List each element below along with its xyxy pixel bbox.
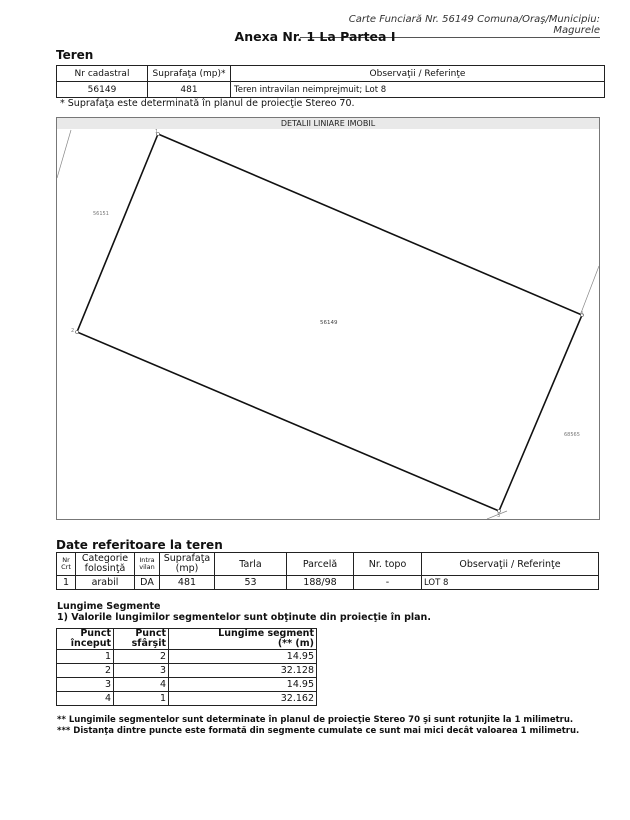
parcel-label: 56149 — [320, 320, 338, 326]
col-nr-crt-line2: Crt — [61, 563, 71, 571]
cell-start: 3 — [57, 678, 114, 692]
col-punct-inceput — [57, 629, 114, 650]
teren-table-header — [57, 66, 605, 82]
col-intravilan-line2: vilan — [139, 563, 155, 571]
cell-start: 4 — [57, 692, 114, 706]
footnote-distanta: *** Distanţa dintre puncte este formată din segmente cumulate ce sunt mai mici decât valoarea 1 milimetru. — [57, 726, 580, 736]
col-suprafata: Suprafaţa (mp)* — [148, 66, 231, 82]
carte-funciara-header: Carte Funciară Nr. 56149 Comuna/Oraş/Municipiu: Magurele — [300, 14, 600, 38]
cell-length: 14.95 — [169, 650, 317, 664]
cell-nr-crt: 1 — [57, 576, 76, 590]
neighbor-boundary-east — [581, 266, 599, 313]
col-suprafata — [160, 553, 215, 576]
col-suprafata-line1: Suprafaţa — [163, 553, 211, 564]
cell-end: 1 — [114, 692, 169, 706]
cell-length: 32.128 — [169, 664, 317, 678]
teren-section-title: Teren — [56, 48, 94, 62]
cell-start: 1 — [57, 650, 114, 664]
col-categorie-line1: Categorie — [81, 553, 129, 564]
col-observatii: Observaţii / Referinţe — [422, 553, 599, 576]
col-tarla: Tarla — [215, 553, 287, 576]
col-punct-sfarsit — [114, 629, 169, 650]
cell-end: 3 — [114, 664, 169, 678]
segmente-title: Lungime Segmente — [57, 601, 161, 612]
table-row — [57, 650, 317, 664]
date-teren-table — [56, 552, 599, 590]
vertex-label-4: 4 — [580, 311, 584, 317]
map-header: DETALII LINIARE IMOBIL — [57, 118, 599, 129]
date-teren-table-header — [57, 553, 599, 576]
cell-nr-topo: - — [354, 576, 422, 590]
vertex-label-3: 3 — [497, 513, 501, 519]
cell-observatii: Teren intravilan neimprejmuit; Lot 8 — [231, 82, 605, 98]
table-row — [57, 692, 317, 706]
cell-intravilan: DA — [135, 576, 160, 590]
teren-table — [56, 65, 605, 98]
col-lungime — [169, 629, 317, 650]
suprafata-note: * Suprafaţa este determinată în planul de proiecţie Stereo 70. — [60, 98, 355, 109]
segmente-table — [56, 628, 317, 706]
cell-tarla: 53 — [215, 576, 287, 590]
col-punct-inceput-line1: Punct — [80, 628, 111, 639]
segmente-table-header — [57, 629, 317, 650]
parcel-map — [56, 117, 600, 520]
col-nr-crt-line1: Nr — [62, 556, 70, 564]
cell-parcela: 188/98 — [287, 576, 354, 590]
col-suprafata-line2: (mp) — [175, 563, 199, 574]
col-categorie — [76, 553, 135, 576]
cell-end: 2 — [114, 650, 169, 664]
date-teren-section-title: Date referitoare la teren — [56, 538, 223, 552]
cell-end: 4 — [114, 678, 169, 692]
cell-suprafata: 481 — [148, 82, 231, 98]
parcel-plan-svg — [57, 118, 599, 519]
cell-start: 2 — [57, 664, 114, 678]
table-row — [57, 678, 317, 692]
col-lungime-line1: Lungime segment — [218, 628, 314, 639]
table-row — [57, 664, 317, 678]
segmente-subtitle: 1) Valorile lungimilor segmentelor sunt obţinute din proiecţie în plan. — [57, 612, 431, 623]
col-nr-topo: Nr. topo — [354, 553, 422, 576]
col-lungime-line2: (** (m) — [277, 638, 314, 649]
vertex-2-marker — [76, 331, 79, 334]
cell-categorie: arabil — [76, 576, 135, 590]
vertex-label-1: 1 — [155, 129, 159, 135]
cell-observatii: LOT 8 — [422, 576, 599, 590]
table-row — [57, 82, 605, 98]
col-punct-sfarsit-line2: sfârşit — [131, 638, 166, 649]
col-punct-sfarsit-line1: Punct — [135, 628, 166, 639]
col-nr-cadastral: Nr cadastral — [57, 66, 148, 82]
vertex-label-2: 2 — [71, 328, 75, 334]
col-parcela: Parcelă — [287, 553, 354, 576]
col-punct-inceput-line2: început — [70, 638, 111, 649]
col-categorie-line2: folosinţă — [84, 563, 126, 574]
cell-length: 32.162 — [169, 692, 317, 706]
document-title: Anexa Nr. 1 La Partea I — [234, 29, 396, 44]
cell-nr-cadastral: 56149 — [57, 82, 148, 98]
neighbor-label-east: 68565 — [564, 432, 580, 438]
footnote-rotunjire: ** Lungimile segmentelor sunt determinate în planul de proiecţie Stereo 70 şi sunt rotunjite la 1 milimetru. — [57, 715, 574, 725]
col-observatii: Observaţii / Referinţe — [231, 66, 605, 82]
neighbor-label-west: 56151 — [93, 211, 109, 217]
table-row — [57, 576, 599, 590]
neighbor-boundary-west — [57, 130, 71, 178]
col-nr-crt — [57, 553, 76, 576]
cell-length: 14.95 — [169, 678, 317, 692]
col-intravilan-line1: Intra — [139, 556, 155, 564]
col-intravilan — [135, 553, 160, 576]
cell-suprafata: 481 — [160, 576, 215, 590]
